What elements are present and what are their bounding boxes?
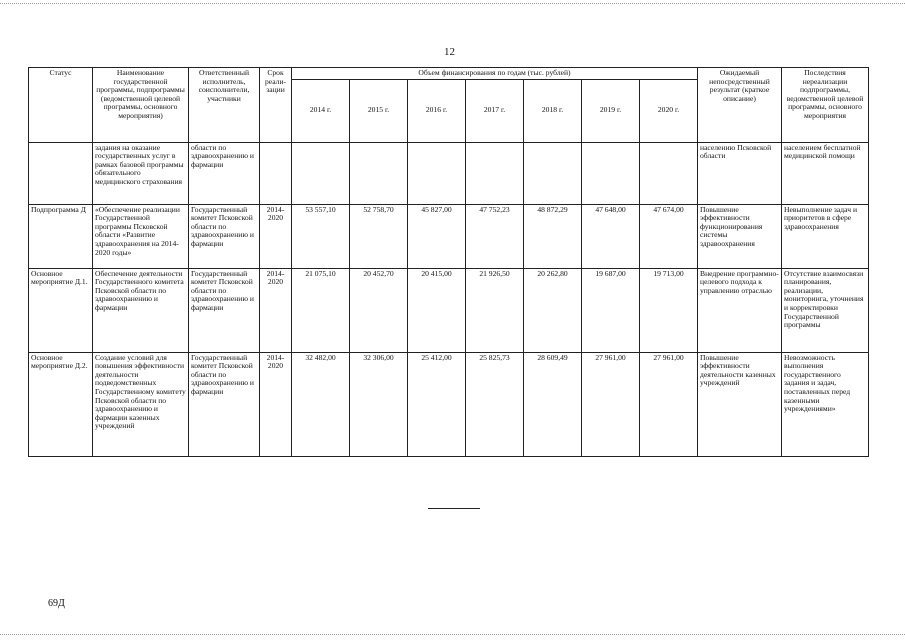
page-number: 12 [444, 46, 455, 58]
cell-term [260, 142, 292, 204]
cell-value-2015: 52 758,70 [350, 204, 408, 268]
cell-value-2018: 48 872,29 [524, 204, 582, 268]
header-executor: Ответственный исполнитель, соисполнители, участники [189, 68, 260, 143]
cell-name: Обеспечение деятельности Государственного комитета Псковской области по здравоохранению и фармации [93, 268, 189, 352]
cell-value-2014: 53 557,10 [292, 204, 350, 268]
header-term: Срок реали-зации [260, 68, 292, 143]
cell-value-2017: 25 825,73 [466, 352, 524, 456]
cell-executor: Государственный комитет Псковской области по здравоохранению и фармации [189, 352, 260, 456]
cell-value-2015: 32 306,00 [350, 352, 408, 456]
cell-value-2020: 27 961,00 [640, 352, 698, 456]
cell-value-2018: 20 262,80 [524, 268, 582, 352]
header-year-2015: 2015 г. [350, 79, 408, 142]
header-funding: Объем финансирования по годам (тыс. рублей) [292, 68, 698, 80]
cell-value-2014: 32 482,00 [292, 352, 350, 456]
cell-value-2016 [408, 142, 466, 204]
cell-value-2020: 19 713,00 [640, 268, 698, 352]
cell-value-2017: 47 752,23 [466, 204, 524, 268]
header-year-2016: 2016 г. [408, 79, 466, 142]
cell-value-2019: 27 961,00 [582, 352, 640, 456]
header-status: Статус [29, 68, 93, 143]
cell-value-2018 [524, 142, 582, 204]
header-year-2020: 2020 г. [640, 79, 698, 142]
cell-consequences: Отсутствие взаимосвязи планирования, реализации, мониторинга, уточнения и корректировки Государственной программы [782, 268, 869, 352]
cell-value-2019: 19 687,00 [582, 268, 640, 352]
header-name: Наименование государственной программы, подпрограммы (ведомственной целевой программы, основного мероприятия) [93, 68, 189, 143]
cell-name: задания на оказание государственных услуг в рамках базовой программы обязательного медицинского страхования [93, 142, 189, 204]
scan-edge-top [0, 3, 905, 4]
header-year-2019: 2019 г. [582, 79, 640, 142]
cell-value-2020 [640, 142, 698, 204]
header-result: Ожидаемый непосредственный результат (краткое описание) [698, 68, 782, 143]
cell-value-2017 [466, 142, 524, 204]
cell-value-2019 [582, 142, 640, 204]
cell-term: 2014-2020 [260, 204, 292, 268]
cell-value-2016: 45 827,00 [408, 204, 466, 268]
document-code: 69Д [48, 598, 65, 609]
cell-consequences: Невыполнение задач и приоритетов в сфере здравоохранения [782, 204, 869, 268]
cell-executor: Государственный комитет Псковской области по здравоохранению и фармации [189, 204, 260, 268]
cell-value-2014 [292, 142, 350, 204]
funding-table [28, 67, 869, 457]
cell-status: Основное мероприятие Д.2. [29, 352, 93, 456]
cell-result: Внедрение программно-целевого подхода к управлению отраслью [698, 268, 782, 352]
cell-term: 2014-2020 [260, 352, 292, 456]
cell-status [29, 142, 93, 204]
cell-value-2016: 25 412,00 [408, 352, 466, 456]
cell-value-2014: 21 075,10 [292, 268, 350, 352]
cell-value-2015: 20 452,70 [350, 268, 408, 352]
cell-result: населению Псковской области [698, 142, 782, 204]
cell-value-2019: 47 648,00 [582, 204, 640, 268]
cell-value-2016: 20 415,00 [408, 268, 466, 352]
table-row-continuation [29, 142, 869, 204]
header-year-2018: 2018 г. [524, 79, 582, 142]
cell-value-2020: 47 674,00 [640, 204, 698, 268]
cell-executor: Государственный комитет Псковской области по здравоохранению и фармации [189, 268, 260, 352]
cell-result: Повышение эффективности функционирования системы здравоохранения [698, 204, 782, 268]
cell-name: «Обеспечение реализации Государственной программы Псковской области «Развитие здравоохранения на 2014-2020 годы» [93, 204, 189, 268]
cell-name: Создание условий для повышения эффективности деятельности подведомственных Государственному комитету Псковской области по здравоохранению и фармации казенных учреждений [93, 352, 189, 456]
cell-value-2018: 28 609,49 [524, 352, 582, 456]
cell-term: 2014-2020 [260, 268, 292, 352]
table-row-measure-d1 [29, 268, 869, 352]
table-row-subprogram-d [29, 204, 869, 268]
cell-value-2017: 21 926,50 [466, 268, 524, 352]
cell-value-2015 [350, 142, 408, 204]
cell-status: Основное мероприятие Д.1. [29, 268, 93, 352]
end-divider [428, 508, 480, 509]
cell-status: Подпрограмма Д [29, 204, 93, 268]
scan-edge-bottom [0, 634, 905, 635]
header-year-2014: 2014 г. [292, 79, 350, 142]
cell-consequences: населением бесплатной медицинской помощи [782, 142, 869, 204]
header-year-2017: 2017 г. [466, 79, 524, 142]
cell-consequences: Невозможность выполнения государственного задания и задач, поставленных перед казенными учреждениями» [782, 352, 869, 456]
header-consequences: Последствия нереализации подпрограммы, ведомственной целевой программы, основного мероприятия [782, 68, 869, 143]
cell-result: Повышение эффективности деятельности казенных учреждений [698, 352, 782, 456]
table-row-measure-d2 [29, 352, 869, 456]
cell-executor: области по здравоохранению и фармации [189, 142, 260, 204]
